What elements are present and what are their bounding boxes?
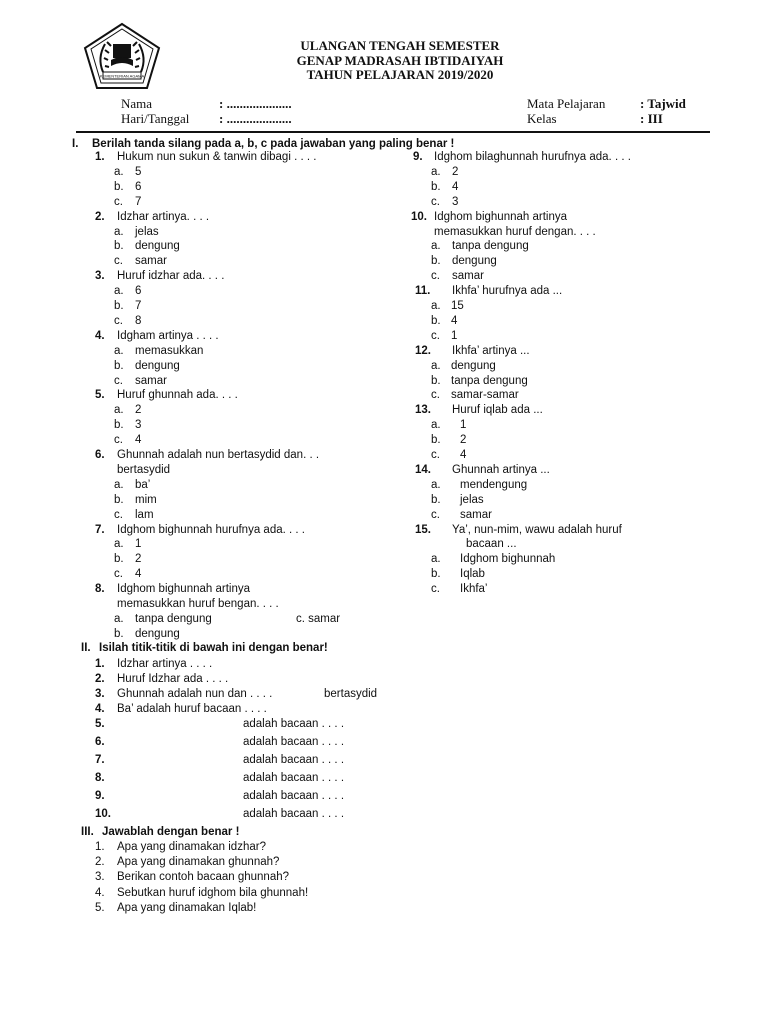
option-letter: b.	[431, 434, 441, 447]
option-text: dengung	[452, 255, 497, 268]
question-text-cont: bacaan ...	[466, 538, 517, 551]
fill-number: 6.	[95, 736, 105, 748]
header-divider	[76, 131, 710, 133]
option-text: 7	[135, 300, 142, 312]
option-text: dengung	[135, 627, 180, 640]
question-number: 11.	[415, 285, 431, 298]
option-text: 2	[135, 404, 142, 417]
option-letter: c.	[431, 270, 440, 283]
question-number: 12.	[415, 344, 431, 357]
kelas-label: Kelas	[527, 111, 557, 126]
question-number: 4.	[95, 329, 105, 342]
header-title-line3: TAHUN PELAJARAN 2019/2020	[306, 67, 494, 82]
option-text: tanpa dengung	[451, 374, 528, 387]
option-text: jelas	[460, 493, 484, 506]
question-text-cont: bertasydid	[117, 463, 171, 476]
option-letter: a.	[114, 404, 124, 417]
option-letter: a.	[114, 612, 124, 625]
mapel-value: : Tajwid	[640, 96, 686, 111]
option-text: dengung	[451, 359, 496, 372]
option-letter: c.	[114, 434, 123, 447]
question-text: Ya’, nun-mim, wawu adalah huruf	[452, 523, 622, 536]
option-letter: b.	[114, 493, 124, 506]
question-text: Ikhfa’ artinya ...	[452, 344, 530, 357]
fill-number: 5.	[95, 718, 105, 730]
fill-text-extra: adalah bacaan . . . .	[243, 736, 345, 748]
svg-text:KEMENTERIAN AGAMA: KEMENTERIAN AGAMA	[99, 73, 145, 79]
option-letter: a.	[114, 165, 124, 178]
question-number: 9.	[413, 151, 423, 163]
section3-title: Jawablah dengan benar !	[102, 826, 240, 838]
option-text: tanpa dengung	[452, 240, 529, 253]
question-text: Ikhfa’ hurufnya ada ...	[452, 285, 563, 298]
question-number: 13.	[415, 404, 431, 417]
option-text: Ikhfa’	[460, 583, 488, 596]
option-letter: b.	[114, 180, 124, 193]
fill-number: 3.	[95, 688, 105, 700]
option-letter: b.	[114, 300, 124, 312]
option-text: 2	[135, 553, 142, 566]
question-text: Ghunnah artinya ...	[452, 463, 550, 476]
essay-number: 1.	[95, 841, 105, 853]
option-letter: c.	[114, 314, 123, 327]
question-text-cont: memasukkan huruf bengan. . . .	[117, 598, 279, 610]
option-letter: a.	[114, 478, 124, 491]
option-letter: c.	[431, 195, 440, 208]
essay-text: Apa yang dinamakan idzhar?	[117, 841, 266, 853]
question-text: Idghom bighunnah artinya	[434, 210, 567, 223]
fill-text: Huruf Idzhar ada . . . .	[117, 673, 229, 685]
option-text: 7	[135, 195, 142, 208]
option-text: mendengung	[460, 478, 528, 491]
option-text: tanpa dengung	[135, 612, 212, 625]
option-letter: a.	[114, 538, 124, 551]
fill-text-extra: adalah bacaan . . . .	[243, 754, 345, 766]
nama-value: : ....................	[219, 96, 292, 111]
option-text: samar	[135, 374, 167, 387]
essay-number: 4.	[95, 886, 105, 899]
option-text: ba’	[135, 478, 151, 491]
fill-text-extra: bertasydid	[324, 688, 378, 700]
question-text: Idgham artinya . . . .	[117, 329, 219, 342]
section1-title: Berilah tanda silang pada a, b, c pada jawaban yang paling benar !	[92, 138, 455, 150]
question-number: 5.	[95, 389, 105, 402]
option-text: 1	[135, 538, 142, 551]
option-letter: b.	[431, 255, 441, 268]
option-text: samar	[135, 255, 167, 268]
option-letter: a.	[431, 240, 441, 253]
option-text: 4	[451, 314, 458, 327]
option-text: 4	[135, 434, 142, 447]
option-letter: c.	[114, 568, 123, 581]
option-text: 6	[135, 285, 142, 298]
option-text: 5	[135, 165, 142, 178]
option-text: jelas	[135, 225, 159, 238]
option-letter: a.	[114, 225, 124, 238]
option-letter: b.	[114, 359, 124, 372]
hari-value: : ....................	[219, 111, 292, 126]
option-letter: b.	[431, 180, 441, 193]
option-letter: b.	[431, 493, 441, 506]
option-letter: b.	[431, 374, 441, 387]
option-text: lam	[135, 508, 154, 521]
option-text: samar	[452, 270, 484, 283]
question-text: Idghom bighunnah artinya	[117, 583, 250, 596]
option-letter: c.	[431, 389, 440, 402]
essay-number: 3.	[95, 871, 105, 884]
fill-text: Ba’ adalah huruf bacaan . . . .	[117, 703, 267, 715]
fill-number: 7.	[95, 754, 105, 766]
option-letter: c.	[114, 255, 123, 268]
option-text: 3	[452, 195, 459, 208]
fill-number: 9.	[95, 790, 105, 802]
fill-number: 8.	[95, 772, 105, 784]
fill-text-extra: adalah bacaan . . . .	[243, 808, 345, 820]
kelas-value: : III	[640, 111, 663, 126]
option-text: 2	[460, 434, 467, 447]
essay-number: 2.	[95, 856, 105, 869]
option-text: 4	[460, 449, 467, 461]
fill-number: 1.	[95, 658, 105, 670]
question-text: Ghunnah adalah nun bertasydid dan. . .	[117, 449, 320, 461]
question-text: Huruf iqlab ada ...	[452, 404, 543, 417]
option-text: mim	[135, 493, 157, 506]
question-text: Huruf idzhar ada. . . .	[117, 270, 225, 283]
fill-number: 4.	[95, 703, 105, 715]
option-letter: c.	[431, 449, 440, 461]
option-letter: c.	[114, 195, 123, 208]
question-number: 15.	[415, 523, 431, 536]
option-letter: a.	[431, 478, 441, 491]
option-letter: c.	[114, 374, 123, 387]
question-text: Huruf ghunnah ada. . . .	[117, 389, 238, 402]
question-number: 10.	[411, 210, 427, 223]
option-letter: a.	[431, 359, 441, 372]
question-number: 6.	[95, 449, 105, 461]
option-letter: a.	[431, 165, 441, 178]
nama-label: Nama	[121, 96, 153, 111]
fill-text-extra: adalah bacaan . . . .	[243, 718, 345, 730]
option-text: samar	[460, 508, 492, 521]
option-letter: b.	[114, 553, 124, 566]
question-number: 1.	[95, 151, 105, 163]
option-text: samar-samar	[451, 389, 519, 402]
option-text: 4	[135, 568, 142, 581]
question-number: 8.	[95, 583, 105, 596]
option-letter: c.	[114, 508, 123, 521]
option-letter: a.	[114, 285, 124, 298]
question-text-cont: memasukkan huruf dengan. . . .	[434, 225, 596, 238]
option-letter: a.	[431, 553, 441, 566]
option-letter: c.	[431, 583, 440, 596]
option-text: Idghom bighunnah	[460, 553, 556, 566]
option-text: 2	[452, 165, 459, 178]
option-text: 6	[135, 180, 142, 193]
option-letter: a.	[431, 300, 441, 312]
question-text: Idghom bilaghunnah hurufnya ada. . . .	[434, 151, 631, 163]
option-letter: a.	[431, 419, 441, 432]
mapel-label: Mata Pelajaran	[527, 96, 606, 111]
question-text: Hukum nun sukun & tanwin dibagi . . . .	[117, 151, 317, 163]
question-number: 7.	[95, 523, 105, 536]
ministry-logo-icon	[83, 22, 161, 90]
section2-title: Isilah titik-titik di bawah ini dengan benar!	[99, 642, 328, 654]
option-text: 4	[452, 180, 459, 193]
option-letter: c.	[431, 508, 440, 521]
essay-number: 5.	[95, 901, 105, 914]
option-text: 1	[451, 329, 458, 342]
option-text: 3	[135, 419, 142, 432]
fill-number: 10.	[95, 808, 111, 820]
essay-text: Sebutkan huruf idghom bila ghunnah!	[117, 886, 309, 899]
option-text: 8	[135, 314, 142, 327]
essay-text: Apa yang dinamakan ghunnah?	[117, 856, 280, 869]
option-text: 1	[460, 419, 467, 432]
option-letter: b.	[114, 419, 124, 432]
essay-text: Berikan contoh bacaan ghunnah?	[117, 871, 290, 884]
question-number: 3.	[95, 270, 105, 283]
option-text: c. samar	[296, 612, 341, 625]
header-title-line1: ULANGAN TENGAH SEMESTER	[300, 38, 500, 53]
fill-text: Ghunnah adalah nun dan . . . .	[117, 688, 273, 700]
fill-text-extra: adalah bacaan . . . .	[243, 790, 345, 802]
header-title-line2: GENAP MADRASAH IBTIDAIYAH	[296, 53, 504, 68]
fill-text-extra: adalah bacaan . . . .	[243, 772, 345, 784]
option-text: Iqlab	[460, 568, 485, 581]
question-text: Idzhar artinya. . . .	[117, 210, 210, 223]
option-text: 15	[451, 300, 464, 312]
question-text: Idghom bighunnah hurufnya ada. . . .	[117, 523, 305, 536]
option-letter: b.	[114, 627, 124, 640]
option-letter: b.	[431, 568, 441, 581]
section1-number: I.	[72, 138, 79, 150]
fill-number: 2.	[95, 673, 105, 685]
section3-number: III.	[81, 826, 94, 838]
option-text: dengung	[135, 240, 180, 253]
question-number: 2.	[95, 210, 105, 223]
fill-text: Idzhar artinya . . . .	[117, 658, 213, 670]
section2-number: II.	[81, 642, 91, 654]
hari-label: Hari/Tanggal	[121, 111, 190, 126]
option-letter: b.	[431, 314, 441, 327]
option-text: memasukkan	[135, 344, 204, 357]
option-text: dengung	[135, 359, 180, 372]
option-letter: b.	[114, 240, 124, 253]
option-letter: a.	[114, 344, 124, 357]
option-letter: c.	[431, 329, 440, 342]
question-number: 14.	[415, 463, 431, 476]
essay-text: Apa yang dinamakan Iqlab!	[117, 901, 257, 914]
